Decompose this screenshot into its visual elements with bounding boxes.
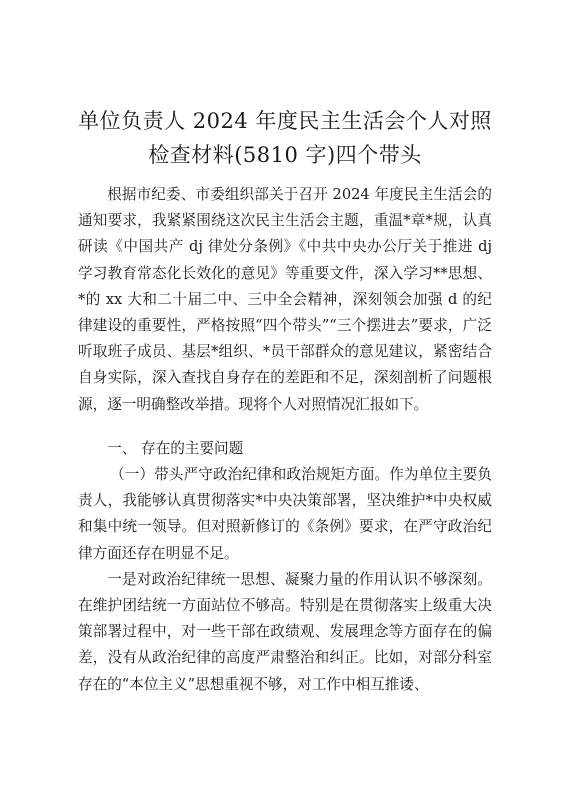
title-line-2: 检查材料(5810 字)四个带头 bbox=[148, 143, 422, 167]
section-gap bbox=[78, 418, 492, 436]
title-line-1: 单位负责人 2024 年度民主生活会个人对照 bbox=[78, 109, 492, 133]
subsection-political-discipline: （一）带头严守政治纪律和政治规矩方面。作为单位主要负责人，我能够认真贯彻落实*中央决策部署，坚决维护*中央权威和集中统一领导。但对照新修订的《条例》要求，在严守政治纪律方面还存在明显不足。 bbox=[78, 466, 492, 562]
section-heading-problems: 一、 存在的主要问题 bbox=[107, 439, 244, 457]
intro-paragraph: 根据市纪委、市委组织部关于召开 2024 年度民主生活会的通知要求，我紧紧围绕这次民主生活会主题，重温*章*规，认真研读《中国共产 dj 律处分条例》《中共中央办公厅关于推进 dj 学习教育常态化长效化的意见》等重要文件，深入学习**思想、*的 xx 大和二十届二中、三中全会精神，深刻领会加强 d 的纪律建设的重要性，严格按照“四个带头”“三个摆进去”要求，广泛听取班子成员、基层*组织、*员干部群众的意见建议，紧密结合自身实际，深入查找自身存在的差距和不足，深刻剖析了问题根源，逐一明确整改举措。现将个人对照情况汇报如下。 bbox=[78, 186, 492, 413]
body-paragraph-first-point: 一是对政治纪律统一思想、凝聚力量的作用认识不够深刻。在维护团结统一方面站位不够高。特别是在贯彻落实上级重大决策部署过程中，对一些干部在政绩观、发展理念等方面存在的偏差，没有从政治纪律的高度严肃整治和纠正。比如，对部分科室存在的“本位主义”思想重视不够，对工作中相互推诿、 bbox=[78, 570, 492, 693]
document-title bbox=[78, 104, 492, 172]
